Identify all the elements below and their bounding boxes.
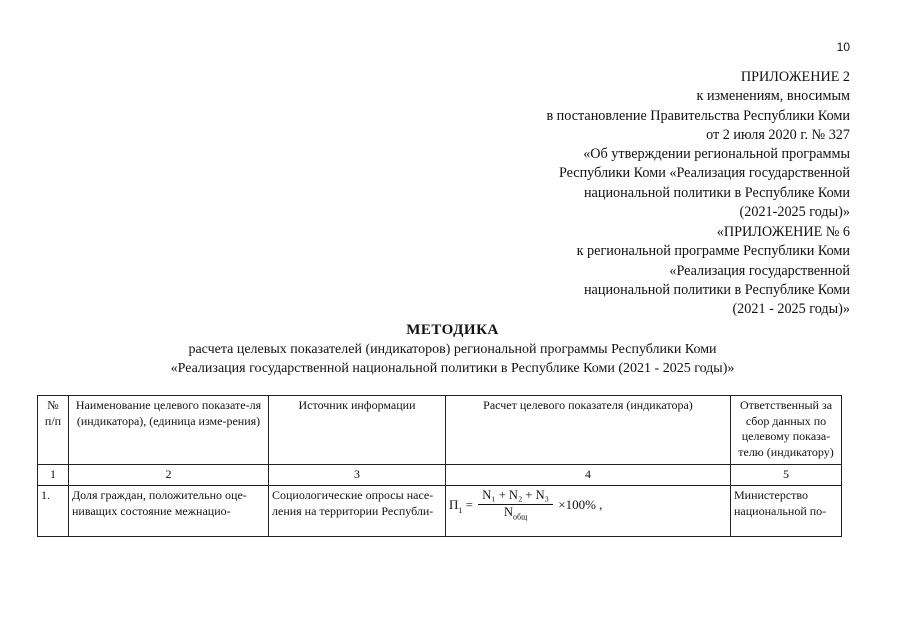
document-subtitle: расчета целевых показателей (индикаторов) региональной программы Республики Коми [188,342,717,357]
formula-lhs-subscript: 1 [458,505,463,515]
formula-tail: ×100% , [558,497,603,513]
appendix-2-line: национальной политики в Республике Коми [583,184,850,201]
appendix-2-line: (2021-2025 годы)» [739,204,850,221]
page-number: 10 [836,40,850,54]
column-number: 1 [38,465,69,486]
column-number: 4 [446,465,731,486]
appendix-6-line: национальной политики в Республике Коми [583,281,850,298]
appendix-6-line: (2021 - 2025 годы)» [732,301,850,318]
row-responsible: Министерство национальной по- [731,486,842,537]
formula-numerator: N₁ + N₂ + N₃ [478,488,553,505]
column-number-row [38,465,842,486]
column-number: 3 [269,465,446,486]
header-cell-source: Источник информации [269,396,446,465]
formula [449,488,727,525]
appendix-2-line: ПРИЛОЖЕНИЕ 2 [740,69,850,85]
formula-denominator [478,505,553,525]
row-source: Социологические опросы насе-ления на территории Республи- [269,486,446,537]
column-number: 5 [731,465,842,486]
document-subtitle-program: «Реализация государственной национальной политики в Республике Коми (2021 - 2025 годы)» [170,361,735,376]
header-cell-indicator-name: Наименование целевого показате-ля (индикатора), (единица изме-рения) [69,396,269,465]
appendix-6-line: «Реализация государственной [669,262,850,279]
formula-lhs: П [449,497,459,513]
row-indicator-name: Доля граждан, положительно оце-ниващих состояние межнацио- [69,486,269,537]
appendix-6-header [577,223,850,319]
row-formula [446,486,731,537]
table-header-row [38,396,842,465]
formula-equals: = [465,497,473,513]
appendix-2-line: от 2 июля 2020 г. № 327 [706,126,850,143]
header-cell-calculation: Расчет целевого показателя (индикатора) [446,396,731,465]
indicators-table [37,395,842,537]
formula-denominator-symbol: N [503,504,514,519]
formula-denominator-subscript: общ [513,512,528,521]
column-number: 2 [69,465,269,486]
document-title: МЕТОДИКА [406,322,499,338]
appendix-2-line: Республики Коми «Реализация государственной [558,165,850,182]
appendix-2-header [546,68,850,222]
table-row [38,486,842,537]
row-number: 1. [38,486,69,537]
appendix-6-line: к региональной программе Республики Коми [576,243,850,260]
formula-fraction [478,488,553,525]
appendix-2-line: «Об утверждении региональной программы [583,146,850,163]
appendix-2-line: в постановление Правительства Республики Коми [546,107,850,124]
appendix-6-line: «ПРИЛОЖЕНИЕ № 6 [716,224,850,240]
header-cell-responsible: Ответственный за сбор данных по целевому показа-телю (индикатору) [731,396,842,465]
header-cell-number: № п/п [38,396,69,465]
appendix-2-line: к изменениям, вносимым [696,88,850,105]
